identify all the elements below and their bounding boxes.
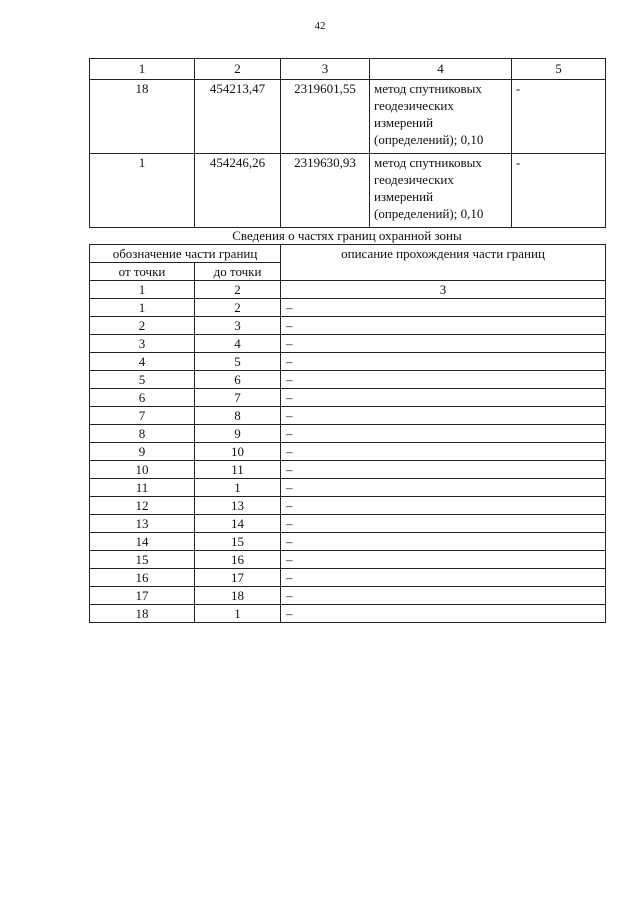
section-title: Сведения о частях границ охранной зоны — [232, 228, 462, 243]
part-description: – — [281, 479, 606, 497]
table-row — [90, 497, 606, 515]
description-header: описание прохождения части границ — [281, 245, 606, 281]
column-number-4: 4 — [370, 59, 512, 80]
to-point: 7 — [195, 389, 281, 407]
part-description: – — [281, 497, 606, 515]
from-point: 11 — [90, 479, 195, 497]
part-description: – — [281, 551, 606, 569]
method-line: геодезических — [374, 172, 454, 187]
table-row — [90, 407, 606, 425]
from-point: 6 — [90, 389, 195, 407]
method-line: измерений — [374, 115, 434, 130]
to-point-header: до точки — [195, 263, 281, 281]
column-number-1: 1 — [90, 59, 195, 80]
part-description: – — [281, 317, 606, 335]
table-row — [90, 479, 606, 497]
designation-header: обозначение части границ — [90, 245, 281, 263]
method-line: (определений); 0,10 — [374, 206, 484, 221]
coordinate-y: 2319601,55 — [281, 80, 370, 154]
from-point: 4 — [90, 353, 195, 371]
coordinates-header-row — [90, 59, 606, 80]
part-description: – — [281, 515, 606, 533]
to-point: 16 — [195, 551, 281, 569]
from-point: 14 — [90, 533, 195, 551]
to-point: 13 — [195, 497, 281, 515]
coordinate-x: 454246,26 — [195, 154, 281, 228]
from-point: 12 — [90, 497, 195, 515]
table-row — [90, 299, 606, 317]
from-point: 9 — [90, 443, 195, 461]
table-row — [90, 551, 606, 569]
table-row — [90, 461, 606, 479]
point-number: 18 — [90, 80, 195, 154]
to-point: 5 — [195, 353, 281, 371]
from-point: 3 — [90, 335, 195, 353]
table-row — [90, 154, 606, 228]
to-point: 8 — [195, 407, 281, 425]
column-number-2: 2 — [195, 59, 281, 80]
from-point: 1 — [90, 299, 195, 317]
point-note: - — [512, 80, 606, 154]
part-description: – — [281, 425, 606, 443]
part-description: – — [281, 407, 606, 425]
part-description: – — [281, 389, 606, 407]
method-description — [370, 154, 512, 228]
to-point: 14 — [195, 515, 281, 533]
method-description — [370, 80, 512, 154]
from-point: 5 — [90, 371, 195, 389]
part-description: – — [281, 371, 606, 389]
coordinate-y: 2319630,93 — [281, 154, 370, 228]
table-row — [90, 389, 606, 407]
part-description: – — [281, 587, 606, 605]
from-point: 10 — [90, 461, 195, 479]
page-number: 42 — [314, 20, 326, 32]
to-point: 1 — [195, 479, 281, 497]
coordinates-table — [89, 58, 606, 228]
column-number-5: 5 — [512, 59, 606, 80]
table-row — [90, 371, 606, 389]
table-row — [90, 317, 606, 335]
part-description: – — [281, 335, 606, 353]
table-row — [90, 569, 606, 587]
table-row — [90, 443, 606, 461]
from-point-header: от точки — [90, 263, 195, 281]
part-description: – — [281, 605, 606, 623]
to-point: 1 — [195, 605, 281, 623]
to-point: 15 — [195, 533, 281, 551]
table-row — [90, 353, 606, 371]
method-line: геодезических — [374, 98, 454, 113]
column-number-3: 3 — [281, 281, 606, 299]
from-point: 13 — [90, 515, 195, 533]
to-point: 9 — [195, 425, 281, 443]
boundary-parts-table — [89, 244, 606, 623]
table-row — [90, 335, 606, 353]
table-row — [90, 425, 606, 443]
to-point: 6 — [195, 371, 281, 389]
parts-column-numbers-row — [90, 281, 606, 299]
from-point: 16 — [90, 569, 195, 587]
part-description: – — [281, 533, 606, 551]
part-description: – — [281, 461, 606, 479]
part-description: – — [281, 569, 606, 587]
method-line: метод спутниковых — [374, 155, 482, 170]
table-row — [90, 80, 606, 154]
column-number-2: 2 — [195, 281, 281, 299]
coordinate-x: 454213,47 — [195, 80, 281, 154]
table-row — [90, 605, 606, 623]
method-line: (определений); 0,10 — [374, 132, 484, 147]
from-point: 15 — [90, 551, 195, 569]
to-point: 4 — [195, 335, 281, 353]
from-point: 17 — [90, 587, 195, 605]
from-point: 7 — [90, 407, 195, 425]
point-number: 1 — [90, 154, 195, 228]
to-point: 10 — [195, 443, 281, 461]
to-point: 3 — [195, 317, 281, 335]
table-row — [90, 533, 606, 551]
point-note: - — [512, 154, 606, 228]
from-point: 18 — [90, 605, 195, 623]
to-point: 17 — [195, 569, 281, 587]
method-line: метод спутниковых — [374, 81, 482, 96]
part-description: – — [281, 353, 606, 371]
column-number-1: 1 — [90, 281, 195, 299]
to-point: 2 — [195, 299, 281, 317]
column-number-3: 3 — [281, 59, 370, 80]
from-point: 2 — [90, 317, 195, 335]
from-point: 8 — [90, 425, 195, 443]
to-point: 11 — [195, 461, 281, 479]
part-description: – — [281, 299, 606, 317]
table-row — [90, 515, 606, 533]
part-description: – — [281, 443, 606, 461]
parts-header-row — [90, 245, 606, 263]
method-line: измерений — [374, 189, 434, 204]
to-point: 18 — [195, 587, 281, 605]
table-row — [90, 587, 606, 605]
